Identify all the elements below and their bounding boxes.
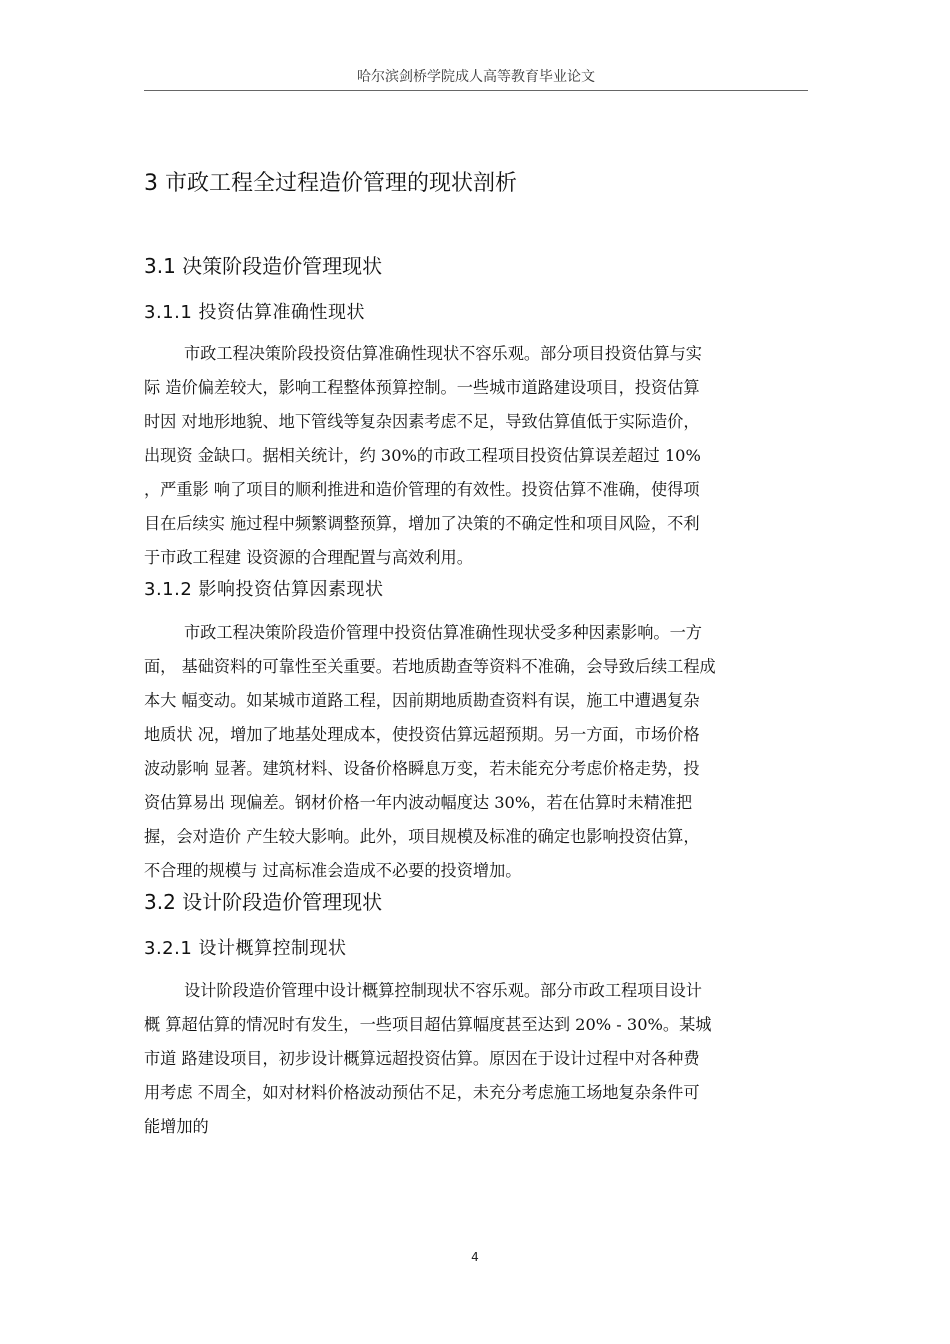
subsection-heading-3-2-1: 3.2.1 设计概算控制现状	[144, 938, 347, 959]
paragraph-line: 出现资 金缺口。据相关统计，约 30%的市政工程项目投资估算误差超过 10%	[144, 446, 701, 465]
paragraph-line: 能增加的	[144, 1117, 209, 1136]
paragraph-3-1-1	[144, 337, 808, 575]
running-header: 哈尔滨剑桥学院成人高等教育毕业论文	[357, 69, 595, 85]
paragraph-line: 际 造价偏差较大，影响工程整体预算控制。一些城市道路建设项目，投资估算	[144, 378, 700, 397]
paragraph-3-1-2	[144, 616, 808, 888]
paragraph-line: 市政工程决策阶段造价管理中投资估算准确性现状受多种因素影响。一方	[184, 623, 702, 642]
paragraph-line: 目在后续实 施过程中频繁调整预算，增加了决策的不确定性和项目风险，不利	[144, 514, 700, 533]
page-number: 4	[471, 1250, 479, 1264]
paragraph-line: 概 算超估算的情况时有发生，一些项目超估算幅度甚至达到 20% - 30%。某城	[144, 1015, 712, 1034]
header-divider	[144, 90, 808, 91]
paragraph-line: 时因 对地形地貌、地下管线等复杂因素考虑不足，导致估算值低于实际造价，	[144, 412, 700, 431]
paragraph-line: 设计阶段造价管理中设计概算控制现状不容乐观。部分市政工程项目设计	[184, 981, 702, 1000]
paragraph-line: 市政工程决策阶段投资估算准确性现状不容乐观。部分项目投资估算与实	[184, 344, 702, 363]
paragraph-3-2-1	[144, 974, 808, 1144]
paragraph-line: 资估算易出 现偏差。钢材价格一年内波动幅度达 30%，若在估算时未精准把	[144, 793, 693, 812]
paragraph-line: 于市政工程建 设资源的合理配置与高效利用。	[144, 548, 473, 567]
section-heading-3-1: 3.1 决策阶段造价管理现状	[144, 254, 383, 278]
chapter-heading: 3 市政工程全过程造价管理的现状剖析	[144, 171, 517, 196]
paragraph-line: ，严重影 响了项目的顺利推进和造价管理的有效性。投资估算不准确，使得项	[144, 480, 700, 499]
paragraph-line: 市道 路建设项目，初步设计概算远超投资估算。原因在于设计过程中对各种费	[144, 1049, 700, 1068]
paragraph-line: 地质状 况，增加了地基处理成本，使投资估算远超预期。另一方面，市场价格	[144, 725, 700, 744]
paragraph-line: 本大 幅变动。如某城市道路工程，因前期地质勘查资料有误，施工中遭遇复杂	[144, 691, 700, 710]
section-heading-3-2: 3.2 设计阶段造价管理现状	[144, 890, 383, 914]
subsection-heading-3-1-2: 3.1.2 影响投资估算因素现状	[144, 579, 384, 600]
paragraph-line: 用考虑 不周全，如对材料价格波动预估不足，未充分考虑施工场地复杂条件可	[144, 1083, 700, 1102]
subsection-heading-3-1-1: 3.1.1 投资估算准确性现状	[144, 302, 366, 323]
paragraph-line: 波动影响 显著。建筑材料、设备价格瞬息万变，若未能充分考虑价格走势，投	[144, 759, 700, 778]
paragraph-line: 面， 基础资料的可靠性至关重要。若地质勘查等资料不准确，会导致后续工程成	[144, 657, 716, 676]
paragraph-line: 不合理的规模与 过高标准会造成不必要的投资增加。	[144, 861, 522, 880]
paragraph-line: 握，会对造价 产生较大影响。此外，项目规模及标准的确定也影响投资估算，	[144, 827, 700, 846]
